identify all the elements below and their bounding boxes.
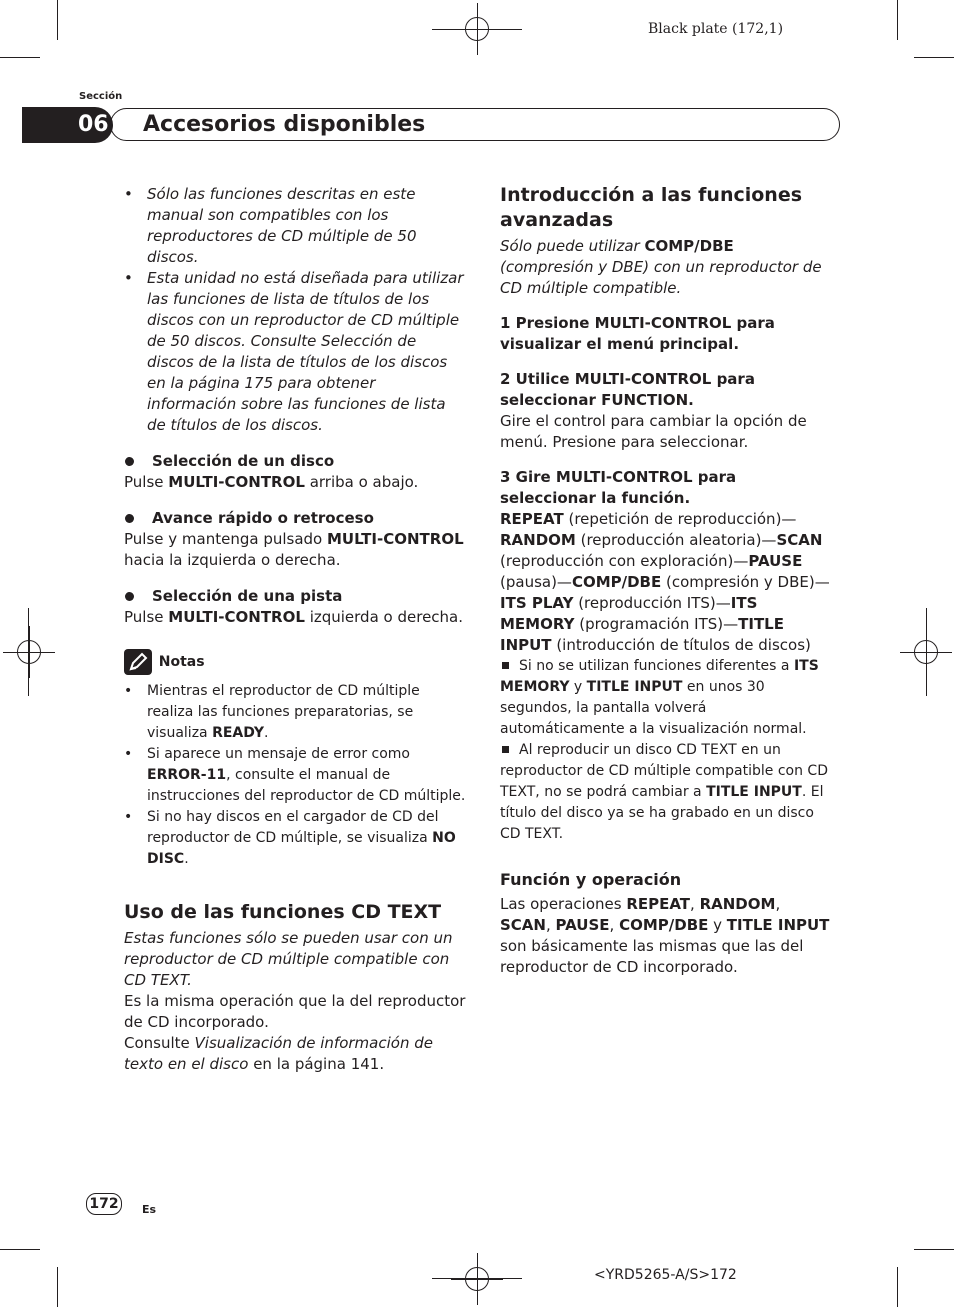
black-plate-label: Black plate (172,1): [648, 21, 784, 37]
step-2: 2 Utilice MULTI-CONTROL para seleccionar FUNCTION.: [500, 370, 755, 409]
intro-bullet: [124, 268, 467, 436]
registration-mark: [914, 640, 938, 664]
cd-text-intro: Estas funciones sólo se pueden usar con un reproductor de CD múltiple compatible con CD TEXT.: [124, 928, 453, 989]
note-item: • Si no hay discos en el cargador de CD del reproductor de CD múltiple, se visualiza NO DISC.: [124, 808, 456, 867]
right-column: [500, 183, 832, 978]
cd-text-reference: Consulte Visualización de información de texto en el disco en la página 141.: [124, 1033, 433, 1073]
step-2-body: Gire el control para cambiar la opción de menú. Presione para seleccionar.: [500, 412, 807, 451]
note-item: • Mientras el reproductor de CD múltiple realiza las funciones preparatorias, se visualiza READY.: [124, 682, 420, 741]
crop-mark: [57, 1267, 58, 1307]
intro-bullet-text: Esta unidad no está diseñada para utilizar las funciones de lista de títulos de los discos con un reproductor de CD múltiple de 50 discos. Consulte Selección de discos de la lista de títulos de los discos en la página 175 para obtener información sobre las funciones de lista de títulos de los discos.: [147, 269, 464, 434]
disc-selection-body: Pulse MULTI-CONTROL arriba o abajo.: [124, 473, 419, 491]
crop-mark: [0, 1249, 40, 1250]
crop-mark: [897, 1267, 898, 1307]
square-bullet: [502, 746, 509, 753]
function-operation-heading: Función y operación: [500, 870, 682, 889]
advanced-intro: Sólo puede utilizar COMP/DBE (compresión y DBE) con un reproductor de CD múltiple compatible.: [500, 237, 822, 297]
pencil-icon: [124, 649, 152, 675]
left-column: [124, 184, 467, 1075]
section-label: Sección: [79, 91, 123, 102]
bullet-mark: •: [124, 269, 133, 287]
crop-mark: [897, 0, 898, 40]
function-operation-body: Las operaciones REPEAT, RANDOM, SCAN, PAUSE, COMP/DBE y TITLE INPUT son básicamente las mismas que las del reproductor de CD incorporado.: [500, 895, 830, 976]
intro-bullet-text: Sólo las funciones descritas en este manual son compatibles con los reproductores de CD múltiple de 50 discos.: [147, 185, 417, 266]
note-item: • Si aparece un mensaje de error como ERROR-11, consulte el manual de instrucciones del reproductor de CD múltiple.: [124, 745, 466, 804]
section-number: 06: [22, 107, 113, 143]
section-title: Accesorios disponibles: [143, 112, 426, 137]
function-list: REPEAT (repetición de reproducción)—RANDOM (reproducción aleatoria)—SCAN (reproducción con exploración)—PAUSE (pausa)—COMP/DBE (compresión y DBE)—ITS PLAY (reproducción ITS)—ITS MEMORY (programación ITS)—TITLE INPUT (introducción de títulos de discos): [500, 510, 830, 654]
crop-mark: [0, 57, 40, 58]
registration-mark: [465, 17, 489, 41]
notes-title: Notas: [158, 653, 205, 670]
step-3: 3 Gire MULTI-CONTROL para seleccionar la función.: [500, 468, 737, 507]
fast-forward-body: Pulse y mantenga pulsado MULTI-CONTROL hacia la izquierda o derecha.: [124, 530, 464, 569]
track-selection-heading: Selección de una pista: [124, 586, 467, 607]
crop-mark: [914, 57, 954, 58]
language-code: Es: [142, 1203, 157, 1216]
step-3-note-1: Si no se utilizan funciones diferentes a ITS MEMORY y TITLE INPUT en unos 30 segundos, la pantalla volverá automáticamente a la visualización normal.: [500, 658, 819, 737]
disc-selection-heading: Selección de un disco: [124, 451, 467, 472]
crop-mark: [914, 1249, 954, 1250]
notes-header: [124, 647, 467, 676]
page-number: 172: [86, 1193, 122, 1215]
fast-forward-heading: Avance rápido o retroceso: [124, 508, 467, 529]
track-selection-body: Pulse MULTI-CONTROL izquierda o derecha.: [124, 608, 464, 626]
square-bullet: [502, 662, 509, 669]
intro-bullet: [124, 184, 467, 268]
registration-mark: [465, 1267, 489, 1291]
step-3-note-2: Al reproducir un disco CD TEXT en un reproductor de CD múltiple compatible con CD TEXT, no se podrá cambiar a TITLE INPUT. El título del disco ya se ha grabado en un disco CD TEXT.: [500, 742, 828, 842]
registration-mark: [17, 640, 41, 664]
cd-text-heading: Uso de las funciones CD TEXT: [124, 900, 442, 923]
crop-mark: [57, 0, 58, 40]
bullet-mark: •: [124, 185, 133, 203]
document-code: <YRD5265-A/S>172: [594, 1267, 737, 1283]
cd-text-body: Es la misma operación que la del reproductor de CD incorporado.: [124, 991, 466, 1031]
advanced-functions-heading: Introducción a las funciones avanzadas: [500, 184, 803, 231]
step-1: 1 Presione MULTI-CONTROL para visualizar el menú principal.: [500, 314, 775, 353]
